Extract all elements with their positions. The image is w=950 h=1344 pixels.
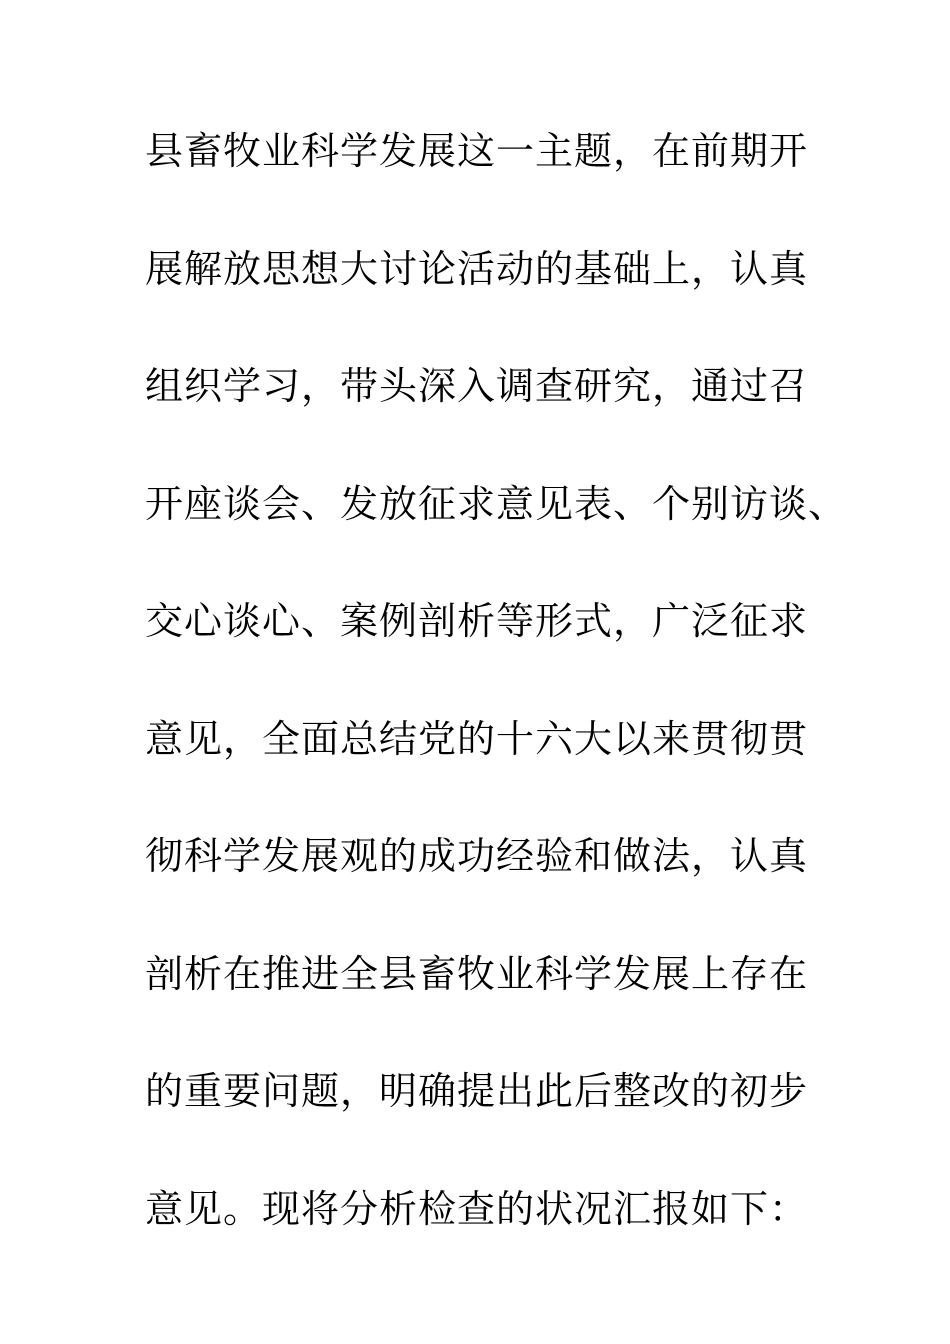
- text-line: 意见。现将分析检查的状况汇报如下：: [145, 1186, 809, 1231]
- text-line: 交心谈心、案例剖析等形式，广泛征求: [145, 599, 809, 643]
- text-line: 的重要问题，明确提出此后整改的初步: [145, 1069, 809, 1113]
- text-line: 彻科学发展观的成功经验和做法，认真: [145, 834, 809, 878]
- text-line: 剖析在推进全县畜牧业科学发展上存在: [145, 951, 809, 996]
- text-line: 组织学习，带头深入调查研究，通过召: [145, 364, 809, 408]
- body-paragraph: [145, 120, 865, 1295]
- text-line: 开座谈会、发放征求意见表、个别访谈、: [145, 481, 848, 526]
- text-line: 意见，全面总结党的十六大以来贯彻贯: [145, 716, 809, 761]
- text-line: 县畜牧业科学发展这一主题，在前期开: [145, 129, 809, 173]
- text-line: 展解放思想大讨论活动的基础上，认真: [145, 246, 809, 291]
